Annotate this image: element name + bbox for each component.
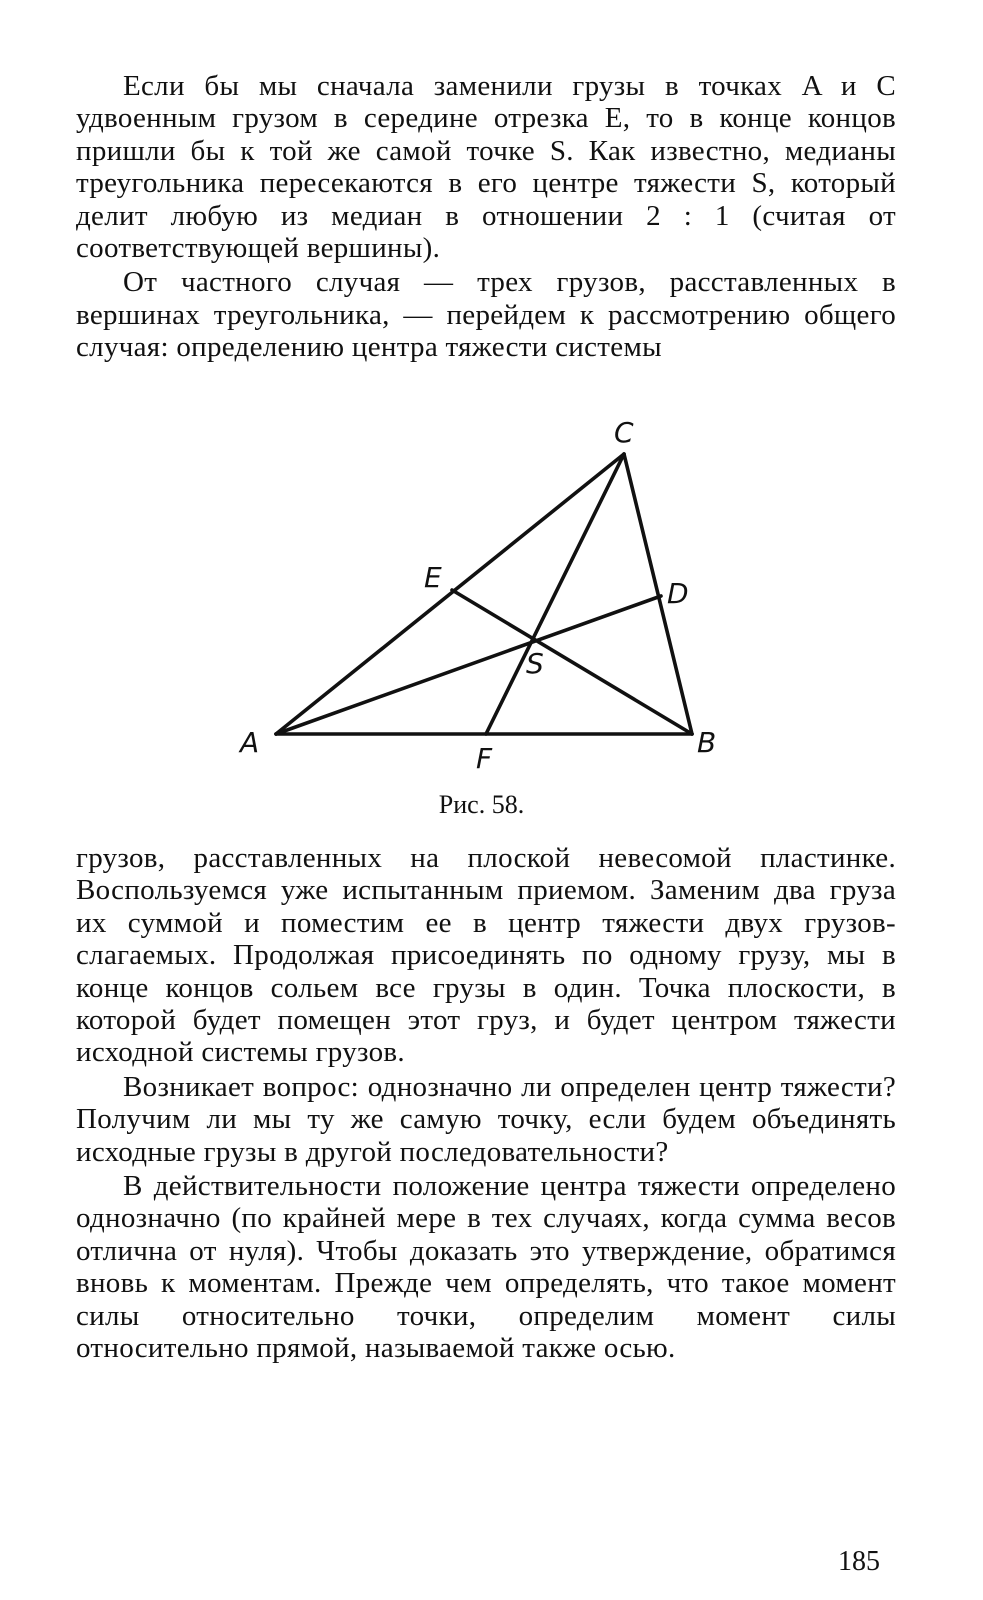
paragraph: Возникает вопрос: однозначно ли определен центр тяжести? Получим ли мы ту же самую точку, если будем объединять исходные грузы в другой последовательности? (76, 1070, 896, 1168)
figure-caption (0, 790, 983, 820)
paragraph: От частного случая — трех грузов, расставленных в вершинах треугольника, — перейдем к рассмотрению общего случая: определению центра тяжести системы (76, 266, 896, 364)
label-c: C (614, 416, 634, 449)
page-number: 185 (838, 1546, 880, 1577)
label-d: D (667, 577, 689, 610)
median-be (452, 590, 692, 734)
label-f: F (476, 742, 493, 775)
label-a: A (240, 726, 260, 759)
label-s: S (526, 647, 544, 680)
label-e: E (424, 561, 442, 594)
text-block-top (76, 70, 896, 364)
figure-triangle-medians (0, 408, 983, 818)
triangle-diagram (0, 408, 983, 818)
label-b: B (697, 726, 717, 759)
paragraph: грузов, расставленных на плоской невесомой пластинке. Воспользуемся уже испытанным приемом. Заменим два груза их суммой и поместим ее в центр тяжести двух грузов-слагаемых. Продолжая присоединять по одному грузу, мы в конце концов сольем все грузы в один. Точка плоскости, в которой будет помещен этот груз, и будет центром тяжести исходной системы грузов. (76, 842, 896, 1069)
paragraph: Если бы мы сначала заменили грузы в точках A и C удвоенным грузом в середине отрезка E, то в конце концов пришли бы к той же самой точке S. Как известно, медианы треугольника пересекаются в его центре тяжести S, который делит любую из медиан в отношении 2 : 1 (считая от соответствующей вершины). (76, 70, 896, 265)
side-ca (276, 454, 624, 734)
text-block-bottom (76, 842, 896, 1365)
paragraph: В действительности положение центра тяжести определено однозначно (по крайней мере в тех случаях, когда сумма весов отлична от нуля). Чтобы доказать это утверждение, обратимся вновь к моментам. Прежде чем определять, что такое момент силы относительно точки, определим момент силы относительно прямой, называемой также осью. (76, 1170, 896, 1365)
median-ad (276, 596, 661, 734)
median-cf (486, 454, 624, 734)
caption-text: Рис. 58. (438, 790, 525, 819)
